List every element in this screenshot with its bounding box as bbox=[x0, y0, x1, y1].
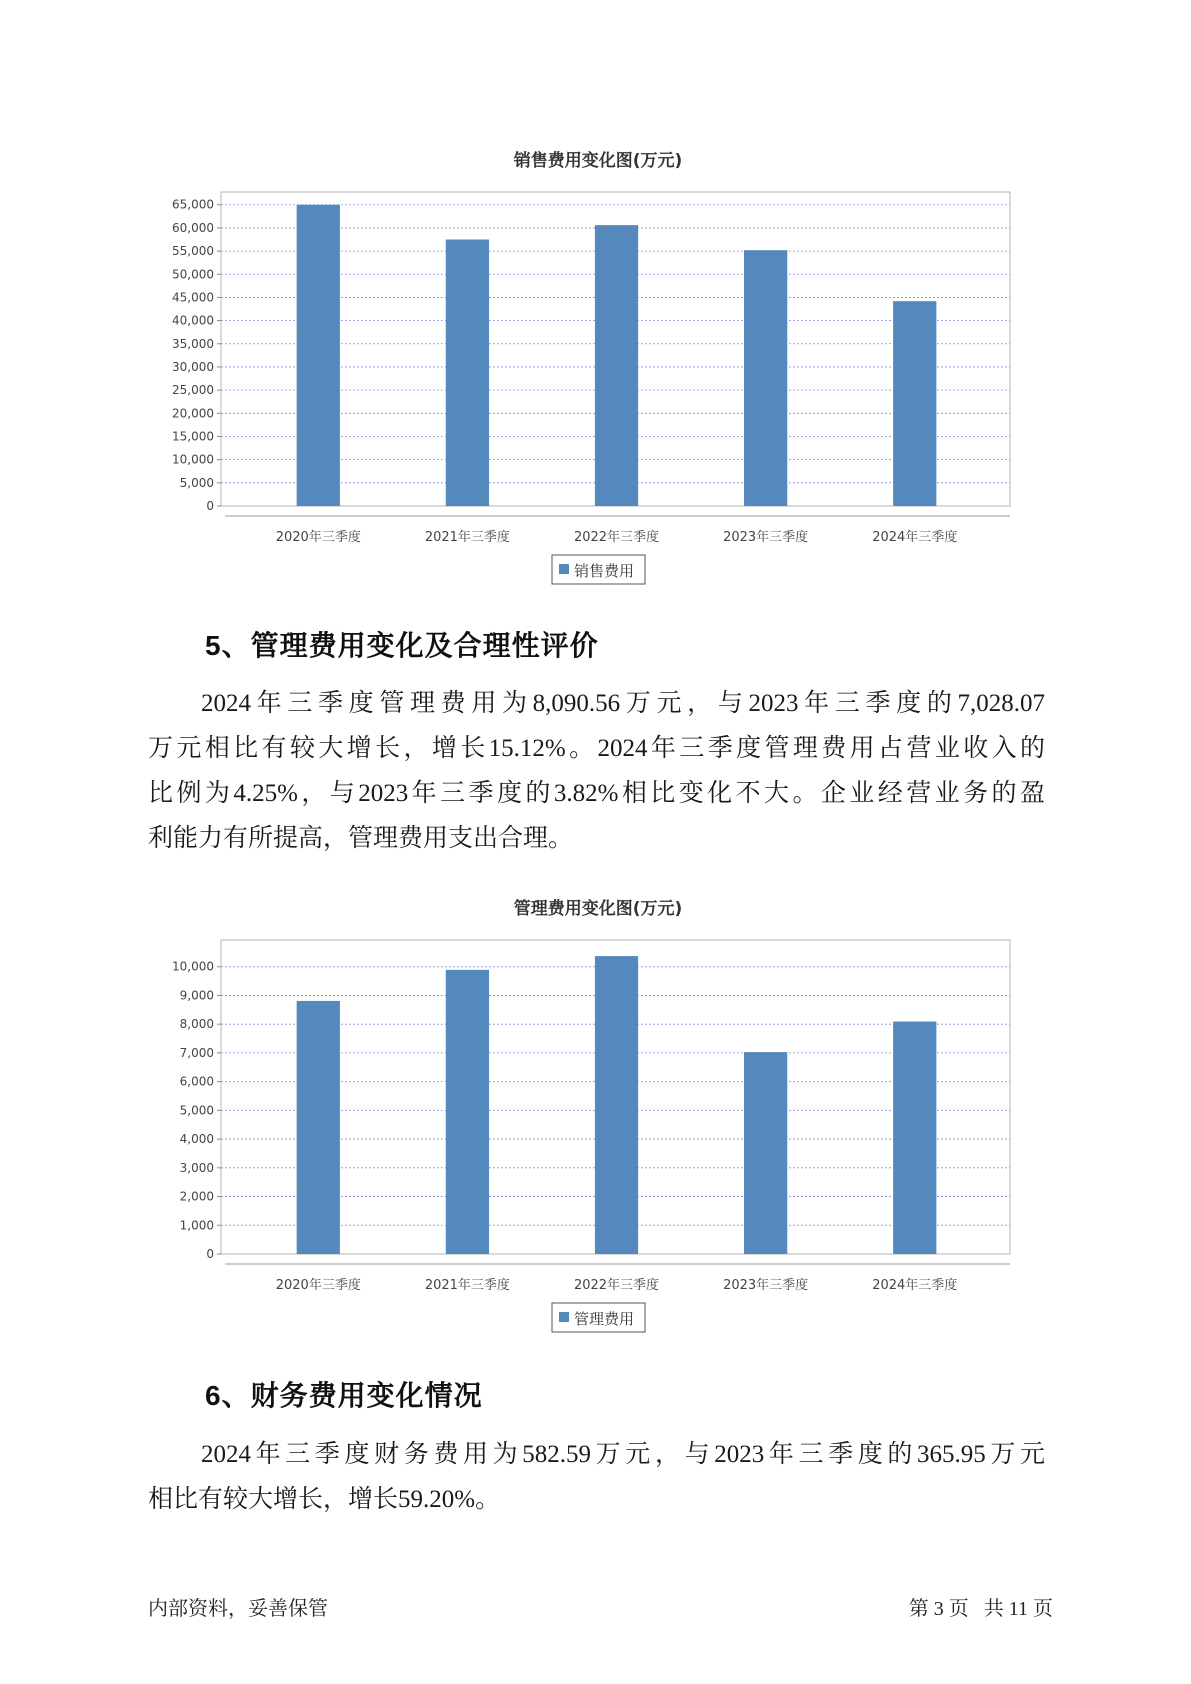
chart-title: 销售费用变化图(万元) bbox=[513, 151, 683, 171]
bar-2020年三季度 bbox=[297, 1001, 340, 1254]
y-tick-label: 65,000 bbox=[172, 197, 214, 212]
legend-label: 管理费用 bbox=[574, 1310, 635, 1328]
paragraph-line: 利能力有所提高，管理费用支出合理。 bbox=[148, 825, 574, 852]
bar-2021年三季度 bbox=[446, 970, 489, 1254]
paragraph-line: 万元相比有较大增长，增长15.12%。2024年三季度管理费用占营业收入的 bbox=[148, 735, 1045, 762]
y-tick-label: 0 bbox=[206, 1247, 214, 1261]
y-tick-label: 10,000 bbox=[172, 959, 214, 974]
y-tick-label: 4,000 bbox=[179, 1132, 214, 1147]
y-tick-label: 20,000 bbox=[172, 406, 214, 421]
x-tick-label: 2021年三季度 bbox=[424, 530, 510, 545]
y-tick-label: 35,000 bbox=[172, 336, 214, 351]
footer-confidential-note: 内部资料，妥善保管 bbox=[148, 1598, 328, 1620]
y-tick-label: 5,000 bbox=[179, 1103, 214, 1118]
y-tick-label: 9,000 bbox=[179, 988, 214, 1003]
paragraph-line: 比例为4.25%，与2023年三季度的3.82%相比变化不大。企业经营业务的盈 bbox=[148, 780, 1045, 807]
bar-2022年三季度 bbox=[595, 956, 638, 1254]
x-tick-label: 2020年三季度 bbox=[275, 530, 361, 545]
footer-page-number: 第 3 页 共 11 页 bbox=[908, 1598, 1053, 1620]
y-tick-label: 30,000 bbox=[172, 359, 214, 374]
x-tick-label: 2024年三季度 bbox=[872, 530, 958, 545]
y-tick-label: 40,000 bbox=[172, 313, 214, 328]
paragraph-line: 2024年三季度财务费用为582.59万元，与2023年三季度的365.95万元 bbox=[201, 1441, 1045, 1468]
bar-2023年三季度 bbox=[744, 1052, 787, 1254]
x-tick-label: 2023年三季度 bbox=[723, 1278, 809, 1293]
section-5-paragraph bbox=[148, 681, 1045, 861]
admin-expense-bar-chart bbox=[0, 878, 1191, 1348]
section-6-paragraph bbox=[148, 1432, 1045, 1522]
x-tick-label: 2021年三季度 bbox=[424, 1278, 510, 1293]
x-tick-label: 2024年三季度 bbox=[872, 1278, 958, 1293]
section-5-heading: 5、管理费用变化及合理性评价 bbox=[205, 630, 599, 661]
y-tick-label: 7,000 bbox=[179, 1045, 214, 1060]
section-6-heading: 6、财务费用变化情况 bbox=[205, 1380, 483, 1411]
bar-2021年三季度 bbox=[446, 240, 489, 506]
y-tick-label: 25,000 bbox=[172, 383, 214, 398]
y-tick-label: 0 bbox=[206, 499, 214, 513]
bar-2023年三季度 bbox=[744, 250, 787, 506]
y-tick-label: 45,000 bbox=[172, 290, 214, 305]
paragraph-line: 2024年三季度管理费用为8,090.56万元，与2023年三季度的7,028.07 bbox=[201, 690, 1045, 717]
y-tick-label: 55,000 bbox=[172, 244, 214, 259]
x-tick-label: 2022年三季度 bbox=[573, 530, 660, 545]
bar-2020年三季度 bbox=[297, 205, 340, 506]
x-tick-label: 2022年三季度 bbox=[573, 1278, 660, 1293]
y-tick-label: 50,000 bbox=[172, 267, 214, 282]
y-tick-label: 2,000 bbox=[179, 1189, 214, 1204]
legend-swatch bbox=[559, 564, 569, 574]
y-tick-label: 3,000 bbox=[179, 1160, 214, 1175]
y-tick-label: 1,000 bbox=[179, 1218, 214, 1233]
sales-expense-bar-chart bbox=[0, 130, 1191, 600]
chart-title: 管理费用变化图(万元) bbox=[513, 899, 683, 919]
y-tick-label: 15,000 bbox=[172, 429, 214, 444]
x-tick-label: 2020年三季度 bbox=[275, 1278, 361, 1293]
legend-swatch bbox=[559, 1312, 569, 1322]
bar-2024年三季度 bbox=[893, 1022, 936, 1254]
y-tick-label: 8,000 bbox=[179, 1017, 214, 1032]
legend-label: 销售费用 bbox=[574, 562, 635, 580]
y-tick-label: 5,000 bbox=[179, 475, 214, 490]
bar-2022年三季度 bbox=[595, 225, 638, 506]
paragraph-line: 相比有较大增长，增长59.20%。 bbox=[148, 1486, 501, 1513]
x-tick-label: 2023年三季度 bbox=[723, 530, 809, 545]
y-tick-label: 60,000 bbox=[172, 220, 214, 235]
y-tick-label: 10,000 bbox=[172, 452, 214, 467]
bar-2024年三季度 bbox=[893, 301, 936, 506]
y-tick-label: 6,000 bbox=[179, 1074, 214, 1089]
